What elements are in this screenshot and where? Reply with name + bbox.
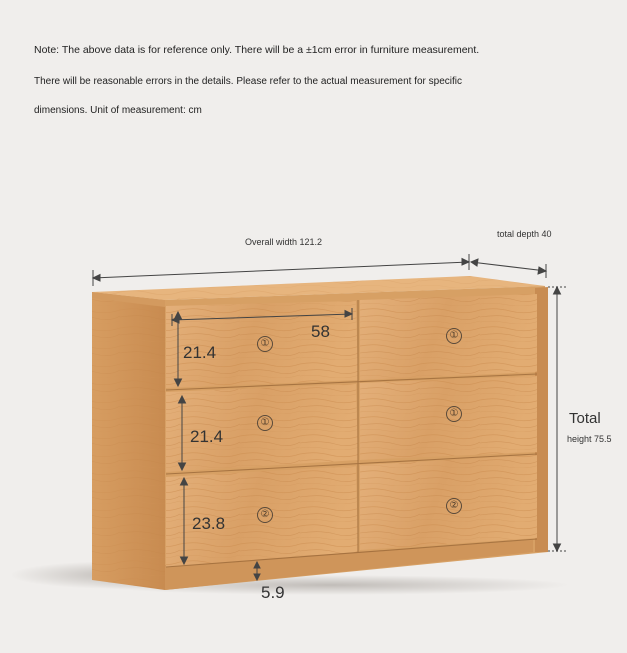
drawer-marker-r1-left: ① — [257, 336, 273, 352]
drawer-marker-r2-right: ① — [446, 406, 462, 422]
drawer2-height-label: 21.4 — [190, 427, 224, 446]
drawer-width-label: 58 — [311, 322, 330, 341]
drawer-marker-r1-right: ① — [446, 328, 462, 344]
overall-width-label: Overall width 121.2 — [245, 237, 323, 247]
base-height-label: 5.9 — [261, 583, 285, 602]
drawer3-height-label: 23.8 — [192, 514, 226, 533]
note-line-1: Note: The above data is for reference only. There will be a ±1cm error in furniture measurement. — [34, 44, 480, 56]
drawer-marker-r3-left: ② — [257, 507, 273, 523]
drawer-marker-r3-right: ② — [446, 498, 462, 514]
note-line-2: There will be reasonable errors in the details. Please refer to the actual measurement for specific — [34, 76, 462, 87]
drawer1-height-label: 21.4 — [183, 343, 217, 362]
total-height-label: height 75.5 — [567, 434, 612, 444]
drawer-marker-r2-left: ① — [257, 415, 273, 431]
note-line-3: dimensions. Unit of measurement: cm — [34, 105, 202, 116]
total-depth-label: total depth 40 — [497, 229, 552, 239]
total-label: Total — [569, 410, 601, 427]
